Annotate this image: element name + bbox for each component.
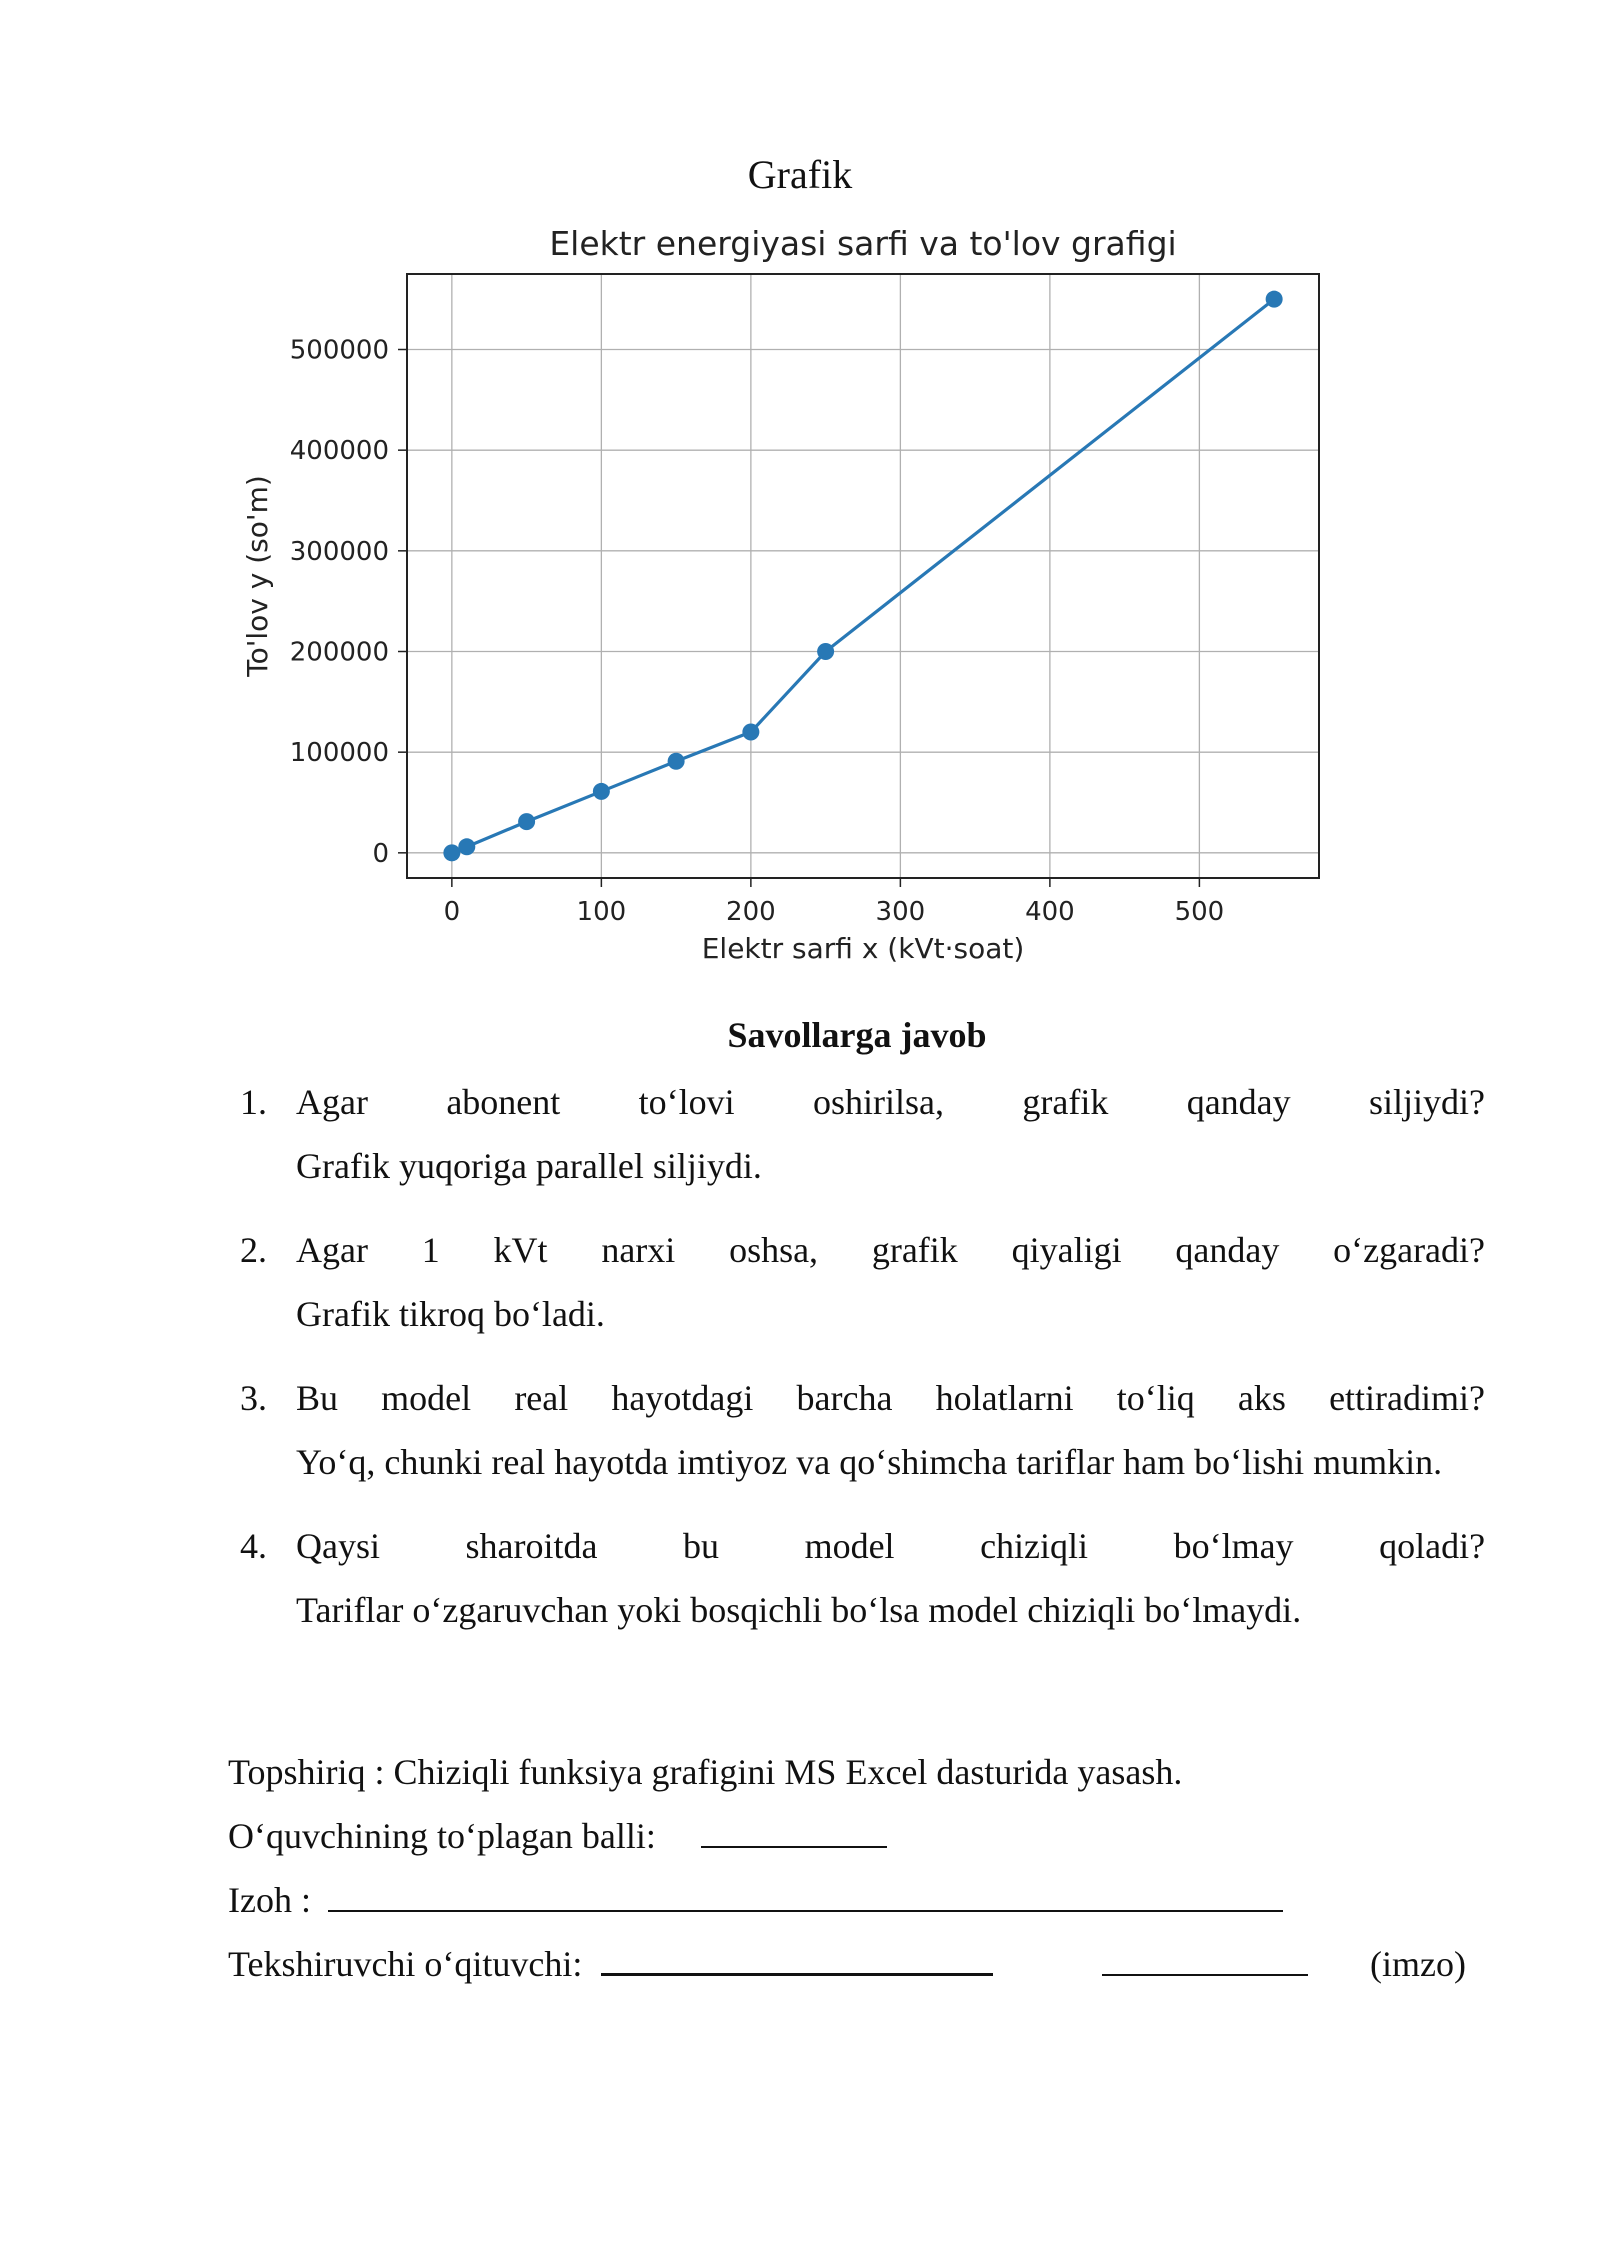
question-word: grafik — [871, 1230, 958, 1270]
x-tick-label: 400 — [1025, 897, 1075, 927]
x-tick-label: 300 — [875, 897, 926, 927]
question-word: qanday — [1186, 1082, 1291, 1122]
signature-line[interactable] — [1102, 1944, 1308, 1976]
x-axis-label: Elektr sarfi x (kVt·soat) — [701, 932, 1025, 965]
qa-list — [240, 1070, 1485, 1662]
question-word: qiyaligi — [1011, 1230, 1122, 1270]
question-word: kVt — [493, 1230, 548, 1270]
chart-title: Elektr energiyasi sarfi va to'lov grafigi — [549, 224, 1177, 263]
x-tick-label: 200 — [726, 897, 776, 927]
question-word: siljiydi? — [1369, 1082, 1486, 1122]
question-word: model — [804, 1526, 895, 1566]
question-word: narxi — [601, 1230, 676, 1270]
x-tick-label: 0 — [443, 897, 461, 927]
y-tick-label: 100000 — [289, 738, 389, 769]
question-word: aks — [1237, 1378, 1286, 1418]
qa-item — [240, 1366, 1485, 1494]
x-tick-label: 500 — [1174, 897, 1225, 927]
question-word: real — [514, 1378, 569, 1418]
score-row — [228, 1804, 1308, 1868]
x-tick-label: 100 — [576, 897, 627, 927]
qa-number: 2. — [240, 1230, 267, 1270]
qa-answer: Yo‘q, chunki real hayotda imtiyoz va qo‘shimcha tariflar ham bo‘lishi mumkin. — [296, 1442, 1443, 1482]
question-word: to‘liq — [1116, 1378, 1195, 1418]
y-tick-label: 400000 — [289, 436, 389, 467]
page-heading: Grafik — [747, 152, 853, 197]
y-axis-label: To'lov y (so'm) — [241, 475, 274, 677]
data-point — [742, 724, 759, 741]
question-word: model — [381, 1378, 472, 1418]
series-line — [452, 299, 1274, 853]
question-word: chiziqli — [980, 1526, 1089, 1566]
data-point — [443, 844, 460, 861]
question-word: bu — [683, 1526, 720, 1566]
score-label: O‘quvchining to‘plagan balli: — [228, 1816, 656, 1856]
data-point — [458, 838, 475, 855]
qa-question — [296, 1366, 1485, 1430]
note-blank-line[interactable] — [328, 1880, 1283, 1912]
data-point — [1266, 291, 1283, 308]
question-word: bo‘lmay — [1173, 1526, 1294, 1566]
qa-number: 3. — [240, 1378, 267, 1418]
question-word: o‘zgaradi? — [1333, 1230, 1486, 1270]
qa-number: 4. — [240, 1526, 267, 1566]
y-tick-label: 0 — [372, 838, 389, 869]
qa-item — [240, 1514, 1485, 1642]
data-point — [817, 643, 834, 660]
data-point — [518, 813, 535, 830]
question-word: Agar — [296, 1230, 368, 1270]
score-blank-line[interactable] — [701, 1816, 887, 1848]
question-word: grafik — [1022, 1082, 1109, 1122]
task-row — [228, 1740, 1308, 1804]
question-word: oshsa, — [729, 1230, 819, 1270]
qa-question — [296, 1070, 1485, 1134]
plot-frame — [407, 274, 1319, 878]
question-word: barcha — [796, 1378, 893, 1418]
question-word: oshirilsa, — [813, 1082, 945, 1122]
task-text: Topshiriq : Chiziqli funksiya grafigini MS Excel dasturida yasash. — [228, 1752, 1183, 1792]
checker-label: Tekshiruvchi o‘qituvchi: — [228, 1944, 583, 1984]
note-label: Izoh : — [228, 1880, 311, 1920]
checker-row — [228, 1932, 1466, 1996]
question-word: ettiradimi? — [1329, 1378, 1485, 1418]
question-word: Agar — [296, 1082, 368, 1122]
qa-number: 1. — [240, 1082, 267, 1122]
question-word: sharoitda — [465, 1526, 598, 1566]
data-point — [593, 783, 610, 800]
qa-answer: Grafik yuqoriga parallel siljiydi. — [296, 1146, 762, 1186]
qa-item — [240, 1218, 1485, 1346]
question-word: abonent — [446, 1082, 561, 1122]
y-tick-label: 500000 — [289, 335, 389, 366]
qa-question — [296, 1514, 1485, 1578]
question-word: Bu — [296, 1378, 339, 1418]
answers-title: Savollarga javob — [727, 1015, 987, 1055]
question-word: holatlarni — [935, 1378, 1074, 1418]
question-word: to‘lovi — [638, 1082, 735, 1122]
qa-answer: Tariflar o‘zgaruvchan yoki bosqichli bo‘lsa model chiziqli bo‘lmaydi. — [296, 1590, 1302, 1630]
question-word: qoladi? — [1379, 1526, 1486, 1566]
signature-label: (imzo) — [1370, 1944, 1466, 1984]
y-tick-label: 200000 — [289, 637, 389, 668]
y-tick-label: 300000 — [289, 536, 389, 567]
qa-item — [240, 1070, 1485, 1198]
line-chart — [225, 210, 1375, 990]
question-word: qanday — [1175, 1230, 1280, 1270]
checker-name-line[interactable] — [601, 1943, 993, 1976]
question-word: 1 — [421, 1230, 440, 1270]
question-word: hayotdagi — [611, 1378, 754, 1418]
note-row — [228, 1868, 1308, 1932]
footer — [228, 1740, 1466, 1996]
question-word: Qaysi — [296, 1526, 380, 1566]
qa-answer: Grafik tikroq bo‘ladi. — [296, 1294, 605, 1334]
qa-question — [296, 1218, 1485, 1282]
data-point — [668, 753, 685, 770]
